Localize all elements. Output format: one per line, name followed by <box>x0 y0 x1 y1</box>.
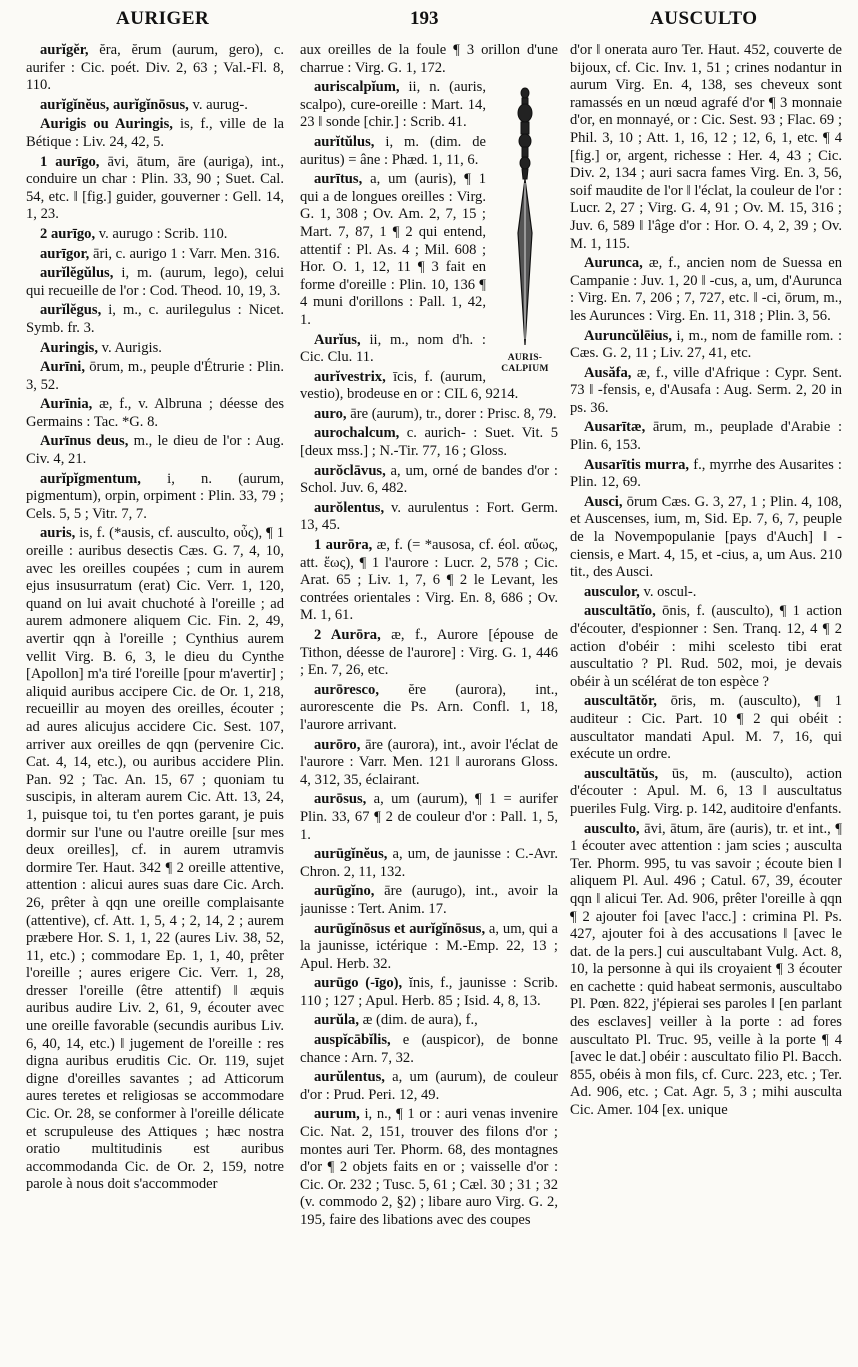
auriscalpium-figure <box>492 83 558 383</box>
dictionary-entry <box>26 340 284 358</box>
column-left <box>26 42 284 1360</box>
entry-definition: ii, n. (auris, scalpo), cure-oreille : Mart. 14, 23 ‖ sonde [chir.] : Scrib. 41. <box>300 79 486 131</box>
entry-definition: a, um (aurum), ¶ 1 = aurifer Plin. 33, 67 ¶ 2 de couleur d'or : Pall. 1, 5, 1. <box>300 791 558 843</box>
entry-definition: c. aurich- : Suet. Vit. 5 [deux mss.] ; N.-Tir. 77, 16 ; Gloss. <box>300 425 558 460</box>
entry-headword: aurĭlĕgus, <box>40 302 102 319</box>
entry-headword: Ausci, <box>584 493 623 510</box>
dictionary-entry <box>26 116 284 151</box>
entry-definition: m., le dieu de l'or : Aug. Civ. 4, 21. <box>26 433 284 468</box>
entry-headword: Aurīni, <box>40 359 86 376</box>
dictionary-entry <box>300 537 558 625</box>
entry-definition: is, f., ville de la Bétique : Liv. 24, 42, 5. <box>26 116 284 150</box>
entry-headword: 2 Aurōra, <box>314 627 381 643</box>
entry-headword: aurŏlentus, <box>314 499 385 516</box>
entry-definition: īcis, f. (aurum, vestio), brodeuse en or : CIL 6, 9214. <box>300 368 519 403</box>
entry-definition: aux oreilles de la foule ¶ 3 orillon d'une charrue : Virg. G. 1, 172. <box>300 42 558 76</box>
entry-headword: Ausăfa, <box>584 364 632 381</box>
entry-headword: aurūgĭnōsus et aurĭgĭnōsus, <box>314 920 486 937</box>
dictionary-entry <box>300 737 558 790</box>
dictionary-entry <box>570 766 842 819</box>
entry-definition: āre (aurum), tr., dorer : Prisc. 8, 79. <box>346 405 557 422</box>
entry-headword: Auruncŭlēius, <box>584 327 672 344</box>
entry-headword: aurĭlĕgŭlus, <box>40 265 114 282</box>
entry-headword: ausculor, <box>584 583 640 600</box>
entry-definition: æ, f., v. Albruna ; déesse des Germains : Tac. *G. 8. <box>26 396 284 430</box>
entry-definition: æ (dim. de aura), f., <box>359 1012 478 1029</box>
entry-headword: auriscalpĭum, <box>314 79 400 96</box>
entry-headword: auspĭcābĭlis, <box>314 1032 391 1049</box>
entry-headword: ausculto, <box>584 820 640 837</box>
dictionary-entry <box>300 791 558 844</box>
entry-definition: i, n., ¶ 1 or : auri venas invenire Cic. Nat. 2, 151, trouver des filons d'or ; montes auri Ter. Phorm. 68, des montagnes d'or ¶ 2 objets faits en or ; vaisselle d'or : Cic. Or. 232 ; Tusc. 5, 61 ; Cæl. 30 ; 31 ; 32 (v. commodo 2, §2) ; libare auro Virg. G. 2, 195, faire des libations avec des coupes <box>300 1106 558 1228</box>
entry-headword: aurūgĭnĕus, <box>314 846 388 863</box>
entry-headword: aurīgor, <box>40 245 90 262</box>
dictionary-entry <box>570 328 842 363</box>
entry-definition: āvi, ātum, āre (auris), tr. et int., ¶ 1 écouter avec attention : jam scies ; ausculta Ter. Phorm. 995, tu vas savoir ; écoute bien ‖ aliquem Pl. Aul. 496 ; Catul. 67, 39, écouter qqn ‖ alicui Ter. Ad. 906, prêter l'oreille à qqn ¶ 2 ajouter foi [avec l'acc.] : crimina Pl. Ps. 427, ajouter foi à des accusations ‖ [avec le dat. de la pers.] cui auscultabant Vulg. Act. 8, 10, la personne à qui ils croyaient ¶ 3 écouter en cachette : quid habeat sermonis, auscultabo Pl. Pœn. 822, j'épierai ses paroles ‖ [en parlant des esclaves] veiller à la porte : ad fores auscultato Pl. Truc. 95, veille à la porte ¶ 4 [avec le dat.] obéir : auscultato filio Pl. Bacch. 855, obéis à mon fils, cf. Curc. 223, etc. ; Ter. Ad. 906, etc. ; Cat. Agr. 5, 3 ; mihi ausculta Cic. Amer. 104 [ex. unique <box>570 820 842 1119</box>
dictionary-entry <box>300 406 558 424</box>
entry-definition: ii, m., nom d'h. : Cic. Clu. 11. <box>300 331 486 366</box>
entry-headword: aurōsus, <box>314 791 367 808</box>
entry-definition: æ, f., Aurore [épouse de Tithon, déesse de l'aurore] : Virg. G. 1, 446 ; En. 7, 26, etc. <box>300 627 558 679</box>
dictionary-entry <box>570 365 842 418</box>
page-header <box>0 8 858 36</box>
running-head-right: AUSCULTO <box>650 8 758 29</box>
entry-headword: aurōresco, <box>314 681 379 698</box>
dictionary-entry <box>300 425 558 460</box>
entry-definition: i, m. (dim. de auritus) = âne : Phæd. 1, 11, 6. <box>300 133 486 168</box>
entry-headword: aurŭla, <box>314 1012 360 1029</box>
entry-headword: 2 aurīgo, <box>40 225 96 242</box>
dictionary-entry <box>26 265 284 300</box>
entry-definition: ōrum, m., peuple d'Étrurie : Plin. 3, 52. <box>26 359 284 393</box>
dictionary-entry <box>570 255 842 325</box>
entry-headword: aurĭvestrix, <box>314 368 386 385</box>
entry-definition: v. oscul-. <box>639 583 697 600</box>
entry-headword: Aurigis ou Auringis, <box>40 116 173 133</box>
entry-definition: āre (aurora), int., avoir l'éclat de l'aurore : Varr. Men. 121 ‖ aurorans Gloss. 4, 312, 35, éclairant. <box>300 736 558 788</box>
entry-definition: a, um (auris), ¶ 1 qui a de longues oreilles : Virg. G. 1, 308 ; Ov. Am. 2, 7, 15 ; Mart. 7, 87, 1 ¶ 2 qui entend, attentif : Pl. As. 4 ; Mil. 608 ; Hor. O. 1, 12, 11 ¶ 3 fait en forme d'oreille : Plin. 10, 136 ¶ 4 muni d'orillons : Pall. 1, 42, 1. <box>300 171 486 328</box>
entry-headword: auro, <box>314 405 347 422</box>
entry-headword: auris, <box>40 525 76 542</box>
entry-definition: ūs, m. (ausculto), action d'écouter : Apul. M. 6, 13 ‖ auscultatus pueriles Fulg. Virg. p. 142, auditoire d'enfants. <box>570 765 842 817</box>
dictionary-entry <box>300 883 558 918</box>
dictionary-entry <box>570 419 842 454</box>
entry-headword: auscultātŏr, <box>584 693 657 710</box>
entry-definition: ĕra, ĕrum (aurum, gero), c. aurifer : Cic. poét. Div. 2, 63 ; Val.-Fl. 8, 110. <box>26 42 284 94</box>
entry-headword: auscultātĭo, <box>584 603 656 620</box>
entry-headword: aurum, <box>314 1106 360 1123</box>
entry-definition: f., myrrhe des Ausarites : Plin. 12, 69. <box>570 456 842 491</box>
entry-definition: i, n. (aurum, pigmentum), orpin, orpiment : Plin. 33, 79 ; Cels. 5, 5 ; Vitr. 7, 7. <box>26 470 284 522</box>
column-middle <box>300 42 558 1360</box>
entry-definition: i, m., c. aurilegulus : Nicet. Symb. fr. 3. <box>26 302 284 336</box>
entry-definition: ōnis, f. (ausculto), ¶ 1 action d'écouter, d'espionner : Sen. Tranq. 12, 4 ¶ 2 action d'obéir : mihi scelesto tibi erat auscultatio ? Pl. Rud. 502, moi, je devais obéir à un scélérat de ton espèce ? <box>570 603 842 690</box>
entry-definition: ōris, m. (ausculto), ¶ 1 auditeur : Cic. Part. 10 ¶ 2 qui obéit : auscultator mandati Apul. M. 7, 16, qui exécute un ordre. <box>570 693 842 763</box>
dictionary-entry <box>26 471 284 524</box>
dictionary-entry <box>300 1069 558 1104</box>
dictionary-entry <box>300 1106 558 1229</box>
entry-definition: v. aurug-. <box>188 96 248 113</box>
running-head-left: AURIGER <box>116 8 210 29</box>
entry-definition: a, um (aurum), de couleur d'or : Prud. Peri. 12, 49. <box>300 1069 558 1103</box>
dictionary-entry <box>26 42 284 95</box>
entry-definition: ĕre (aurora), int., aurorescente die Ps. Arn. Confl. 1, 18, l'aurore arrivant. <box>300 681 558 733</box>
page-number: 193 <box>410 8 439 29</box>
entry-headword: aurochalcum, <box>314 425 400 442</box>
entry-headword: Aurunca, <box>584 255 643 272</box>
auriscalpium-icon <box>492 83 558 353</box>
entry-headword: aurītus, <box>314 171 363 188</box>
entry-headword: aurūgĭno, <box>314 883 375 900</box>
entry-definition: i, m. (aurum, lego), celui qui recueille de l'or : Cod. Theod. 10, 19, 3. <box>26 265 284 299</box>
dictionary-entry <box>26 525 284 1194</box>
entry-definition: æ, f., ancien nom de Suessa en Campanie : Juv. 1, 20 ‖ -cus, a, um, d'Aurunca : Virg. En. 7, 206 ; 7, 727, etc. ‖ -ci, ōrum, m., les Aurunces : Virg. En. 11, 318 ; Plin. 3, 56. <box>570 255 842 324</box>
entry-headword: aurĭpĭgmentum, <box>40 470 141 487</box>
entry-definition: v. aurugo : Scrib. 110. <box>95 225 228 242</box>
dictionary-entry <box>570 42 842 253</box>
dictionary-entry <box>300 921 558 974</box>
entry-definition: āri, c. aurigo 1 : Varr. Men. 316. <box>89 245 280 262</box>
entry-definition: ārum, m., peuplade d'Arabie : Plin. 6, 153. <box>570 419 842 454</box>
dictionary-entry <box>300 846 558 881</box>
entry-headword: Ausarītæ, <box>584 419 646 436</box>
entry-headword: Auringis, <box>40 339 98 356</box>
entry-headword: aurŭlentus, <box>314 1069 385 1086</box>
dictionary-entry <box>300 1032 558 1067</box>
dictionary-entry <box>26 154 284 224</box>
entry-headword: aurōro, <box>314 736 361 753</box>
column-right <box>570 42 842 1360</box>
entry-headword: aurŏclāvus, <box>314 462 386 479</box>
entry-headword: Aurīnus deus, <box>40 433 129 450</box>
dictionary-entry <box>26 396 284 431</box>
dictionary-entry <box>300 682 558 735</box>
entry-headword: aurĭgĭnĕus, aurĭgĭnōsus, <box>40 96 189 113</box>
entry-definition: a, um, de jaunisse : C.-Avr. Chron. 2, 11, 132. <box>300 846 558 880</box>
entry-definition: ĭnis, f., jaunisse : Scrib. 110 ; 127 ; Apul. Herb. 85 ; Isid. 4, 8, 13. <box>300 975 558 1009</box>
dictionary-entry <box>300 42 558 77</box>
entry-definition: i, m., nom de famille rom. : Cæs. G. 2, 11 ; Liv. 27, 41, etc. <box>570 327 842 362</box>
entry-headword: 1 aurīgo, <box>40 153 100 170</box>
entry-definition: v. Aurigis. <box>97 339 162 356</box>
entry-headword: Aurĭus, <box>314 331 361 348</box>
dictionary-entry <box>570 821 842 1120</box>
entry-headword: aurĭgĕr, <box>40 42 89 58</box>
dictionary-entry <box>300 975 558 1010</box>
entry-definition: āre (aurugo), int., avoir la jaunisse : Tert. Anim. 17. <box>300 883 558 917</box>
entry-definition: v. aurulentus : Fort. Germ. 13, 45. <box>300 499 558 534</box>
entry-definition: e (auspicor), de bonne chance : Arn. 7, 32. <box>300 1032 558 1066</box>
entry-headword: auscultātŭs, <box>584 765 659 782</box>
entry-headword: Aurīnia, <box>40 396 93 413</box>
entry-headword: 1 aurōra, <box>314 537 373 554</box>
figure-caption: AURIS- CALPIUM <box>501 353 549 375</box>
entry-definition: a, um, qui a la jaunisse, ictérique : M.-Emp. 22, 13 ; Apul. Herb. 32. <box>300 920 558 972</box>
entry-definition: ōrum Cæs. G. 3, 27, 1 ; Plin. 4, 108, et Auscenses, ium, m, Sid. Ep. 7, 6, 7, peuple de la Novempopulanie [pays d'Auch] ‖ -ciensis, e Mart. 4, 15, et -cius, a, um Aus. 210 tit., des Ausci. <box>570 493 842 581</box>
dictionary-entry <box>26 97 284 115</box>
entry-definition: æ, f. (= *ausosa, cf. éol. αὔως, att. ἕως), ¶ 1 l'aurore : Lucr. 2, 578 ; Cic. Arat. 65 ; Liv. 1, 7, 6 ¶ 2 le Levant, les contrées orientales : Virg. En. 8, 686 ; Ov. M. 1, 61. <box>300 537 558 624</box>
dictionary-entry <box>570 457 842 492</box>
dictionary-entry <box>570 584 842 602</box>
dictionary-entry <box>300 627 558 680</box>
entry-definition: is, f. (*ausis, cf. ausculto, οὖς), ¶ 1 oreille : auribus desectis Cæs. G. 7, 4, 10, avec les oreilles coupées ; cum in aurem ejus insusurratum (erat) Cic. Verr. 1, 120, quand on lui avait chuchoté à l'oreille ; ad aurem admonere aliquem Cic. Fin. 2, 49, avertir qqn à l'oreille ; Cynthius aurem vellit Virg. B. 6, 3, le dieu du Cynthe [Apollon] m'a tiré l'oreille [pour m'avertir] ; aliquid auribus accipere Cic. de Or. 1, 218, recueillir au moyen des oreilles, écouter ; ad aures alicujus accidere Cic. Sest. 107, arriver aux oreilles de qqn (pervenire Cic. Cat. 4, 14, etc.), ou auribus accidere Plin. Pan. 92 ; Tac. An. 15, 67 ; quoniam tu suscipis, in alteram aurem Cic. Att. 13, 24, 1, puisque toi, tu t'en portes garant, je puis dormir sur l'une ou l'autre oreille [sur mes deux oreilles], cf. in aurem utramvis dormire Ter. Haut. 342 ¶ 2 oreille attentive, attention : alicui aures suas dare Cic. Arch. 26, prêter à qqn une oreille complaisante (attentive), cf. Att. 1, 5, 4 ; 2, 14, 2 ; aurem præbere Hor. S. 1, 1, 22 (aures Liv. 38, 52, 11, etc.) ; commodare Ep. 1, 1, 40, prêter l'oreille ; aures erigere Cic. Verr. 1, 28, dresser l'oreille (être attentif) ‖ æquis auribus audire Liv. 2, 61, 9, écouter avec une oreille favorable (secundis auribus Liv. 6, 40, 14, etc.) ‖ jugement de l'oreille : res digna auribus eruditis Cic. Or. 119, sujet digne d'oreilles savantes ; ad Atticorum aures teretes et religiosas se accommodare Cic. Or. 28, se conformer à l'oreille délicate et scrupuleuse des Attiques ; hæc nostra oratio multitudinis est auribus accommodanda Cic. de Or. 2, 159, notre parole à nous doit s'accommoder <box>26 525 284 1193</box>
entry-definition: a, um, orné de bandes d'or : Schol. Juv. 6, 482. <box>300 462 558 497</box>
entry-definition: d'or ‖ onerata auro Ter. Haut. 452, couverte de bijoux, cf. Cic. Inv. 1, 51 ; crines nodantur in aurum Virg. En. 4, 138, ses cheveux sont ramassés en un nœud agrafé d'or ¶ 3 monnaie d'or, en monnayé, or : Cic. Sest. 93 ; Flac. 69 ; Phil. 3, 10 ; Att. 1, 16, 12 ; 12, 6, 1, etc. ¶ 4 [fig.] or, argent, richesse : Her. 4, 43 ; Cic. Div. 2, 134 ; auri sacra fames Virg. En. 3, 56, soif maudite de l'or ‖ l'éclat, la couleur de l'or : Lucr. 2, 27 ; Virg. G. 4, 91 ; Ov. M. 15, 316 ; Juv. 6, 589 ‖ l'âge d'or : Hor. O. 4, 2, 39 ; Ov. M. 1, 115. <box>570 42 842 252</box>
entry-headword: aurūgo (-īgo), <box>314 975 403 992</box>
dictionary-entry <box>26 433 284 468</box>
entry-headword: Ausarītis murra, <box>584 456 690 473</box>
dictionary-entry <box>26 226 284 244</box>
dictionary-entry <box>26 302 284 337</box>
dictionary-entry <box>570 693 842 763</box>
dictionary-entry <box>26 359 284 394</box>
dictionary-entry <box>300 500 558 535</box>
dictionary-entry <box>300 1012 558 1030</box>
dictionary-entry <box>570 603 842 691</box>
dictionary-entry <box>300 463 558 498</box>
dictionary-entry <box>570 494 842 582</box>
entry-definition: āvi, ātum, āre (auriga), int., conduire un char : Plin. 33, 90 ; Suet. Cal. 54, etc. ‖ [fig.] guider, gouverner : Gell. 14, 1, 23. <box>26 153 284 223</box>
entry-headword: aurĭtŭlus, <box>314 133 375 150</box>
dictionary-entry <box>26 246 284 264</box>
entry-definition: æ, f., ville d'Afrique : Cypr. Sent. 73 ‖ -fensis, e, d'Ausafa : Aug. Serm. 2, 20 in ps. 36. <box>570 364 842 416</box>
